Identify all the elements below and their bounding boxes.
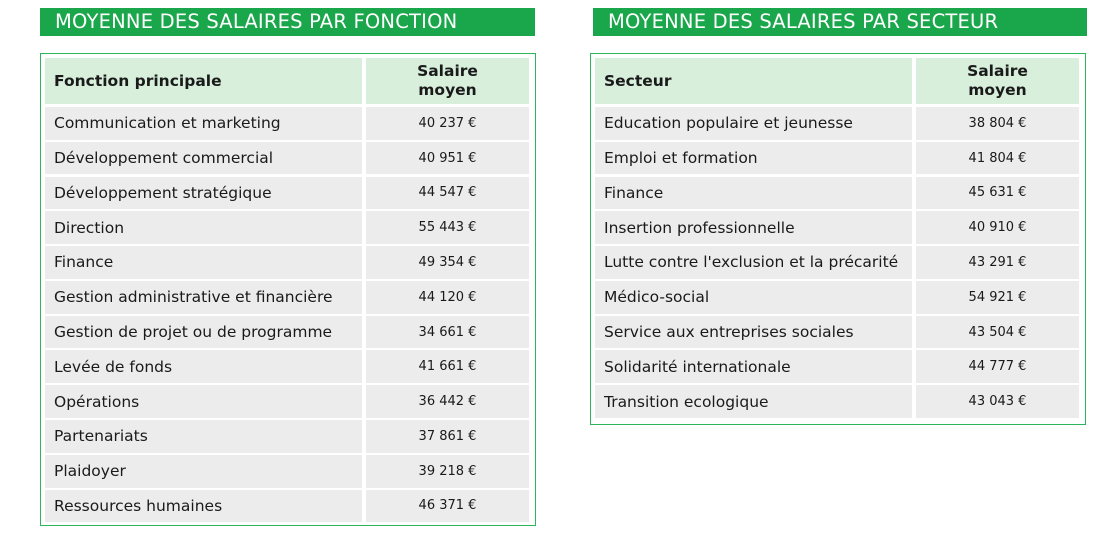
fonction-salary-table — [40, 53, 536, 526]
row-label: Finance — [595, 177, 912, 210]
row-salary-value: 43 504 € — [916, 316, 1079, 349]
row-label: Direction — [45, 211, 362, 244]
row-salary-value: 38 804 € — [916, 107, 1079, 140]
row-salary-value: 37 861 € — [366, 420, 529, 453]
table-row — [45, 455, 531, 488]
row-label: Service aux entreprises sociales — [595, 316, 912, 349]
table-row — [45, 246, 531, 279]
row-label: Lutte contre l'exclusion et la précarité — [595, 246, 912, 279]
row-label: Levée de fonds — [45, 350, 362, 383]
column-header-salaire-line1: Salaire — [417, 62, 478, 80]
row-salary-value: 44 777 € — [916, 350, 1079, 383]
table-row — [595, 211, 1081, 244]
table-row — [595, 177, 1081, 210]
column-header-secteur: Secteur — [595, 58, 912, 104]
table-row — [45, 107, 531, 140]
table-row — [45, 490, 531, 523]
table-row — [45, 316, 531, 349]
column-header-salaire-line1: Salaire — [967, 62, 1028, 80]
table-row — [45, 385, 531, 418]
row-salary-value: 43 291 € — [916, 246, 1079, 279]
table-row — [595, 107, 1081, 140]
row-label: Partenariats — [45, 420, 362, 453]
row-salary-value: 39 218 € — [366, 455, 529, 488]
row-salary-value: 44 120 € — [366, 281, 529, 314]
table-row — [595, 246, 1081, 279]
row-label: Emploi et formation — [595, 142, 912, 175]
column-header-salaire-line2: moyen — [968, 81, 1027, 99]
row-salary-value: 40 237 € — [366, 107, 529, 140]
table-row — [595, 385, 1081, 418]
table-row — [45, 281, 531, 314]
column-header-salaire — [366, 58, 529, 104]
table-row — [595, 316, 1081, 349]
row-salary-value: 36 442 € — [366, 385, 529, 418]
column-header-salaire-line2: moyen — [418, 81, 477, 99]
row-label: Médico-social — [595, 281, 912, 314]
row-salary-value: 41 804 € — [916, 142, 1079, 175]
row-salary-value: 40 910 € — [916, 211, 1079, 244]
row-label: Ressources humaines — [45, 490, 362, 523]
row-label: Transition ecologique — [595, 385, 912, 418]
table-row — [45, 350, 531, 383]
row-salary-value: 55 443 € — [366, 211, 529, 244]
table-row — [595, 142, 1081, 175]
row-label: Solidarité internationale — [595, 350, 912, 383]
row-salary-value: 41 661 € — [366, 350, 529, 383]
row-label: Opérations — [45, 385, 362, 418]
row-label: Plaidoyer — [45, 455, 362, 488]
secteur-salary-table — [590, 53, 1086, 425]
row-label: Développement stratégique — [45, 177, 362, 210]
row-label: Gestion de projet ou de programme — [45, 316, 362, 349]
row-label: Communication et marketing — [45, 107, 362, 140]
table-row — [595, 350, 1081, 383]
column-header-salaire — [916, 58, 1079, 104]
secteur-section-title: MOYENNE DES SALAIRES PAR SECTEUR — [593, 8, 1087, 36]
column-header-fonction: Fonction principale — [45, 58, 362, 104]
table-header-row — [595, 58, 1081, 104]
table-row — [45, 177, 531, 210]
row-label: Développement commercial — [45, 142, 362, 175]
row-salary-value: 43 043 € — [916, 385, 1079, 418]
row-salary-value: 34 661 € — [366, 316, 529, 349]
row-salary-value: 54 921 € — [916, 281, 1079, 314]
row-salary-value: 45 631 € — [916, 177, 1079, 210]
row-salary-value: 49 354 € — [366, 246, 529, 279]
row-label: Gestion administrative et financière — [45, 281, 362, 314]
row-label: Insertion professionnelle — [595, 211, 912, 244]
row-label: Finance — [45, 246, 362, 279]
fonction-section-title: MOYENNE DES SALAIRES PAR FONCTION — [40, 8, 535, 36]
table-row — [45, 211, 531, 244]
row-salary-value: 46 371 € — [366, 490, 529, 523]
table-header-row — [45, 58, 531, 104]
table-row — [595, 281, 1081, 314]
table-row — [45, 142, 531, 175]
row-salary-value: 44 547 € — [366, 177, 529, 210]
row-label: Education populaire et jeunesse — [595, 107, 912, 140]
row-salary-value: 40 951 € — [366, 142, 529, 175]
table-row — [45, 420, 531, 453]
